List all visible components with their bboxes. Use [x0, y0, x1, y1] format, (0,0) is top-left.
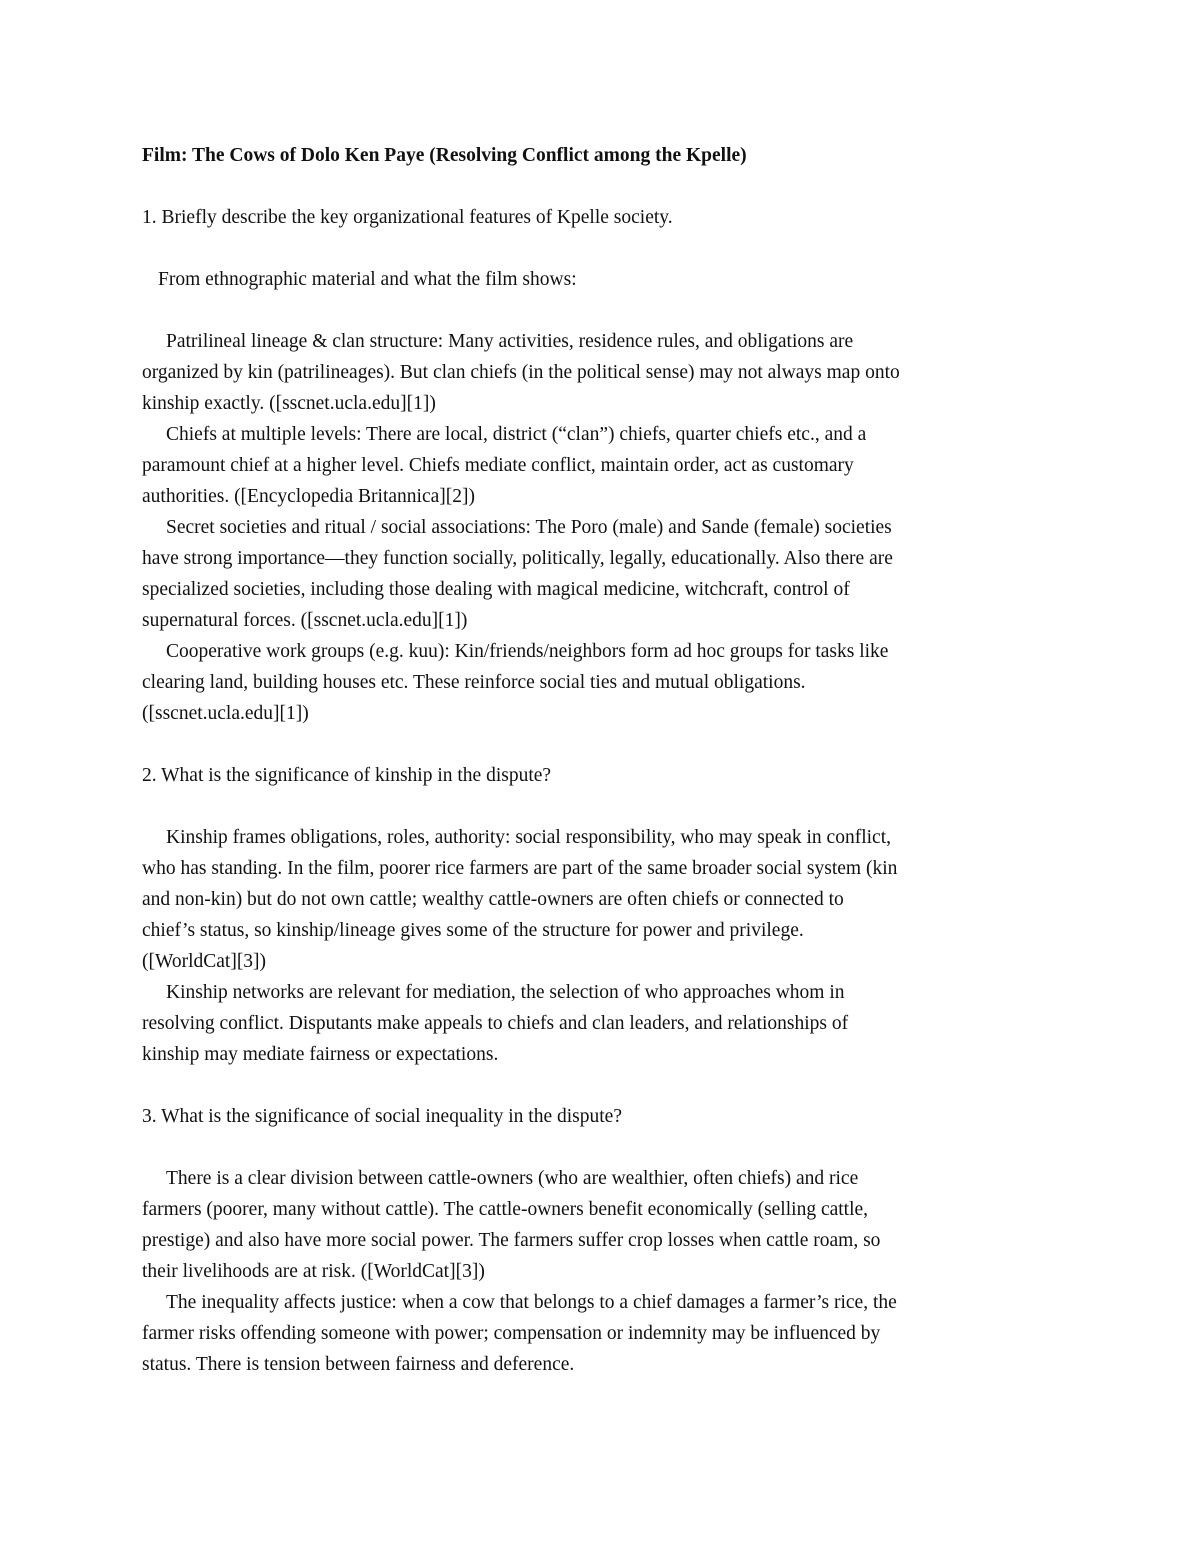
question-2: 2. What is the significance of kinship in the dispute? [142, 765, 552, 786]
q1-line: organized by kin (patrilineages). But clan chiefs (in the political sense) may not always map onto [142, 362, 900, 383]
spacer [142, 729, 1072, 760]
q1-line: authorities. ([Encyclopedia Britannica][2]) [142, 486, 475, 507]
q3-line: The inequality affects justice: when a cow that belongs to a chief damages a farmer’s rice, the [166, 1292, 897, 1313]
q3-line: prestige) and also have more social power. The farmers suffer crop losses when cattle roam, so [142, 1230, 881, 1251]
q1-line: Secret societies and ritual / social associations: The Poro (male) and Sande (female) societies [166, 517, 892, 538]
q3-line: There is a clear division between cattle-owners (who are wealthier, often chiefs) and rice [166, 1168, 859, 1189]
q2-line: and non-kin) but do not own cattle; wealthy cattle-owners are often chiefs or connected to [142, 889, 844, 910]
question-3: 3. What is the significance of social inequality in the dispute? [142, 1106, 622, 1127]
q1-line: clearing land, building houses etc. These reinforce social ties and mutual obligations. [142, 672, 806, 693]
spacer [142, 791, 1072, 822]
document-page [142, 140, 1072, 1380]
q1-line: ([sscnet.ucla.edu][1]) [142, 703, 309, 724]
spacer [142, 295, 1072, 326]
q2-line: ([WorldCat][3]) [142, 951, 267, 972]
q1-line: Chiefs at multiple levels: There are local, district (“clan”) chiefs, quarter chiefs etc., and a [166, 424, 867, 445]
q1-line: supernatural forces. ([sscnet.ucla.edu][1]) [142, 610, 468, 631]
q1-line: specialized societies, including those dealing with magical medicine, witchcraft, control of [142, 579, 850, 600]
q1-line: have strong importance—they function socially, politically, legally, educationally. Also there are [142, 548, 893, 569]
q1-intro: From ethnographic material and what the film shows: [158, 269, 577, 290]
q2-line: Kinship frames obligations, roles, authority: social responsibility, who may speak in conflict, [166, 827, 891, 848]
q2-line: resolving conflict. Disputants make appeals to chiefs and clan leaders, and relationships of [142, 1013, 849, 1034]
document-title: Film: The Cows of Dolo Ken Paye (Resolving Conflict among the Kpelle) [142, 145, 747, 166]
spacer [142, 1070, 1072, 1101]
q1-line: paramount chief at a higher level. Chiefs mediate conflict, maintain order, act as customary [142, 455, 854, 476]
q1-line: Patrilineal lineage & clan structure: Many activities, residence rules, and obligations are [166, 331, 854, 352]
spacer [142, 233, 1072, 264]
q2-line: Kinship networks are relevant for mediation, the selection of who approaches whom in [166, 982, 845, 1003]
q3-line: farmer risks offending someone with power; compensation or indemnity may be influenced by [142, 1323, 881, 1344]
q2-line: kinship may mediate fairness or expectations. [142, 1044, 499, 1065]
q3-line: their livelihoods are at risk. ([WorldCat][3]) [142, 1261, 485, 1282]
spacer [142, 1132, 1072, 1163]
spacer [142, 171, 1072, 202]
q1-line: kinship exactly. ([sscnet.ucla.edu][1]) [142, 393, 436, 414]
q1-line: Cooperative work groups (e.g. kuu): Kin/friends/neighbors form ad hoc groups for tasks like [166, 641, 889, 662]
q2-line: who has standing. In the film, poorer rice farmers are part of the same broader social system (kin [142, 858, 898, 879]
q3-line: status. There is tension between fairness and deference. [142, 1354, 575, 1375]
q3-line: farmers (poorer, many without cattle). The cattle-owners benefit economically (selling cattle, [142, 1199, 869, 1220]
question-1: 1. Briefly describe the key organizational features of Kpelle society. [142, 207, 673, 228]
q2-line: chief’s status, so kinship/lineage gives some of the structure for power and privilege. [142, 920, 804, 941]
